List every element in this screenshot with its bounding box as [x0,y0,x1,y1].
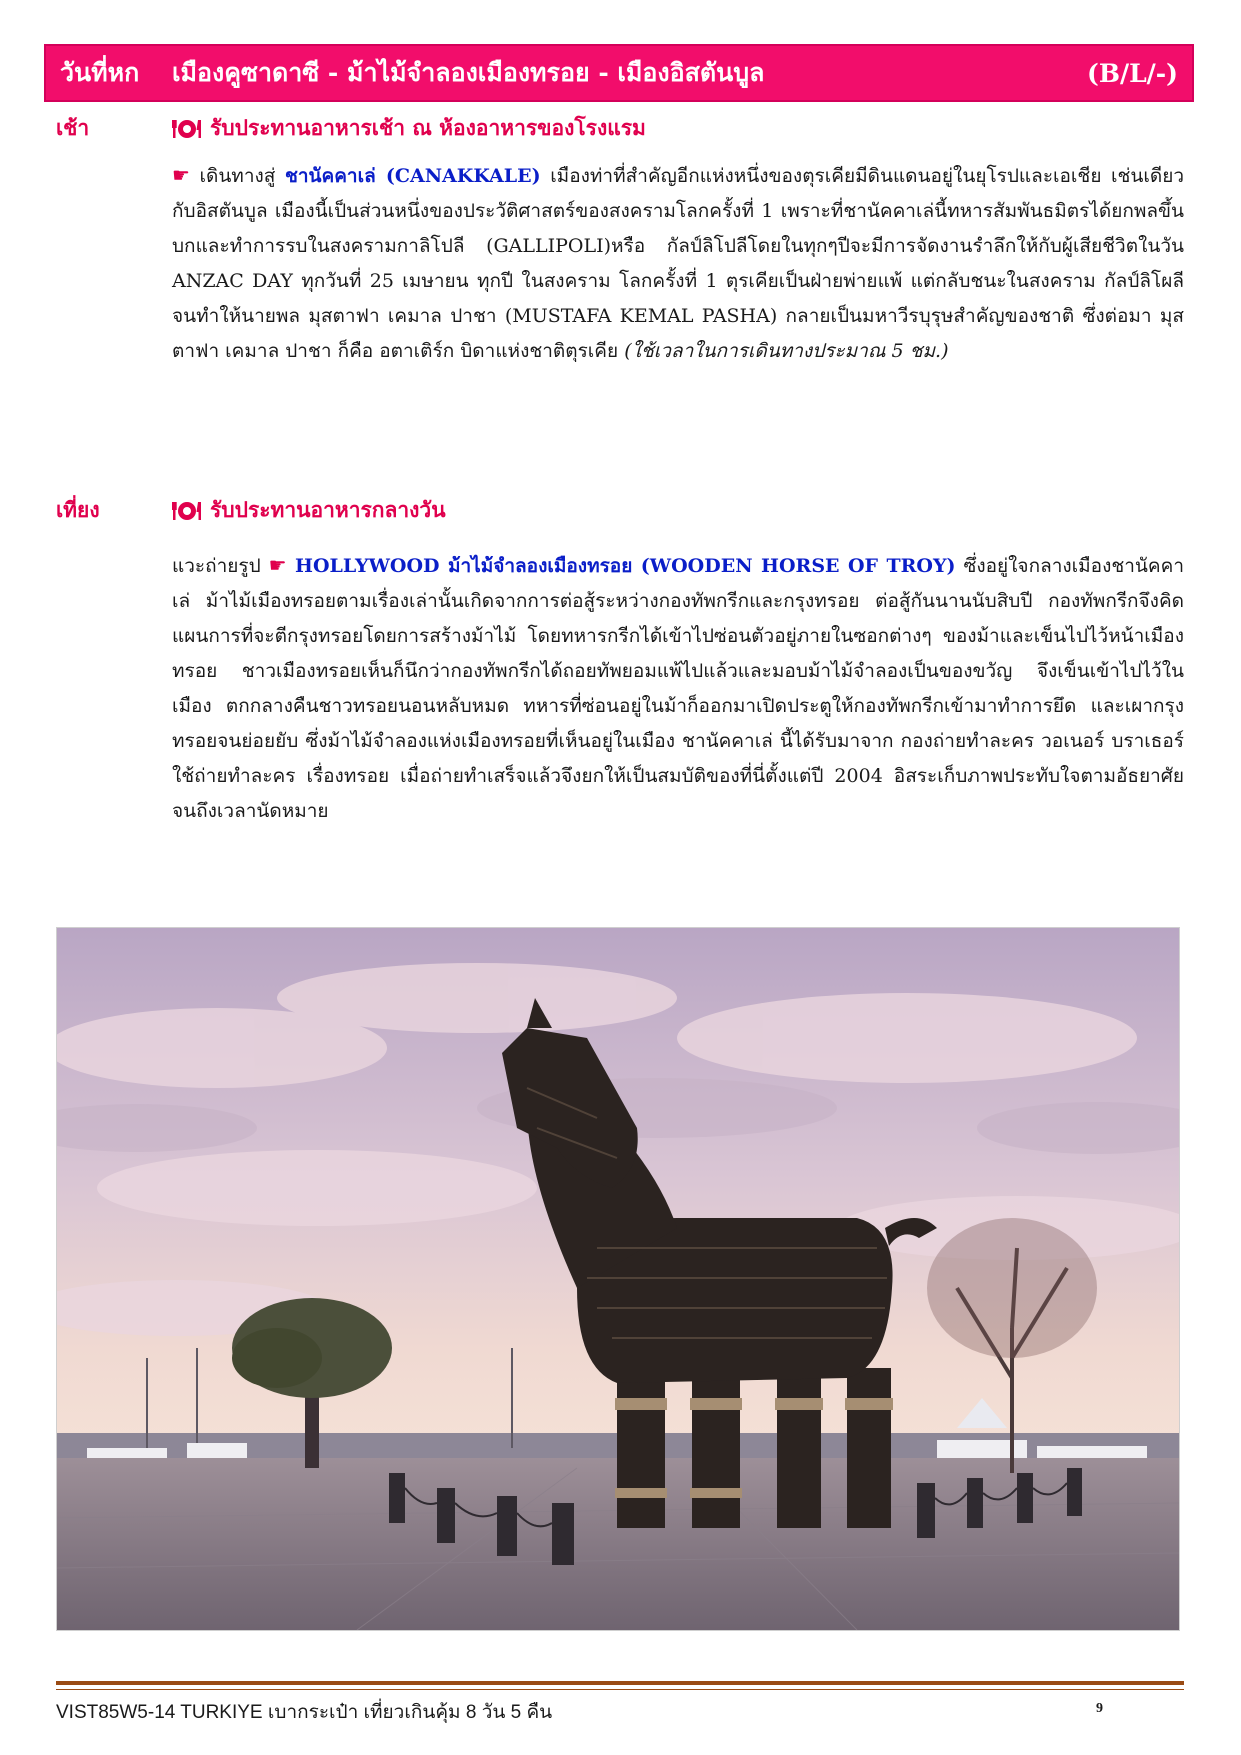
noon-meal-line [172,494,446,527]
day-label: วันที่หก [60,58,140,87]
noon-para-body: ซึ่งอยู่ใจกลางเมืองชานัคคาเล่ ม้าไม้เมืองทรอยตามเรื่องเล่านั้นเกิดจากการต่อสู้ระหว่างกองทัพกรีกและกรุงทรอย ต่อสู้กันนานนับสิบปี กองทัพกรีกจึงคิดแผนการที่จะตีกรุงทรอยโดยการสร้างม้าไม้ โดยทหารกรีกได้เข้าไปซ่อนตัวอยู่ภายในซอกต่างๆ ของม้าและเข็นไปไว้หน้าเมืองทรอย ชาวเมืองทรอยเห็นก็นึกว่ากองทัพกรีกได้ถอยทัพยอมแพ้ไปแล้วและมอบม้าไม้จำลองเป็นของขวัญ จึงเข็นเข้าไปไว้ในเมือง ตกกลางคืนชาวทรอยนอนหลับหมด ทหารที่ซ่อนอยู่ในม้าก็ออกมาเปิดประตูให้กองทัพกรีกเข้ามาทำการยึด และเผากรุงทรอยจนย่อยยับ ซึ่งม้าไม้จำลองแห่งเมืองทรอยที่เห็นอยู่ในเมือง ชานัคคาเล่ นี้ได้รับมาจาก กองถ่ายทำละคร วอเนอร์ บราเธอร์ ใช้ถ่ายทำละคร เรื่องทรอย เมื่อถ่ายทำเสร็จแล้วจึงยกให้เป็นสมบัติของที่นี่ตั้งแต่ปี 2004 อิสระเก็บภาพประทับใจตามอัธยาศัย จนถึงเวลานัดหมาย [172,555,1185,822]
morning-para-lead: เดินทางสู่ [189,165,285,187]
morning-para-body: เมืองท่าที่สำคัญอีกแห่งหนึ่งของตุรเคียมีดินแดนอยู่ในยุโรปและเอเชีย เช่นเดียวกับอิสตันบูล เมืองนี้เป็นส่วนหนึ่งของประวัติศาสตร์ของสงครามโลกครั้งที่ 1 เพราะที่ชานัคคาเล่นี้ทหารสัมพันธมิตรได้ยกพลขึ้นบกและทำการรบในสงครามกาลิโปลี (GALLIPOLI)หรือ กัลป์ลิโปลีโดยในทุกๆปีจะมีการจัดงานรำลึกให้กับผู้เสียชีวิตในวัน ANZAC DAY ทุกวันที่ 25 เมษายน ทุกปี ในสงคราม โลกครั้งที่ 1 ตุรเคียเป็นฝ่ายพ่ายแพ้ แต่กลับชนะในสงคราม กัลป์ลิโผลี จนทำให้นายพล มุสตาฟา เคมาล ปาชา (MUSTAFA KEMAL PASHA) กลายเป็นมหาวีรบุรุษสำคัญของชาติ ซึ่งต่อมา มุสตาฟา เคมาล ปาชา ก็คือ อตาเติร์ก บิดาแห่งชาติตุรเคีย [172,165,1185,362]
morning-meal-text: รับประทานอาหารเช้า ณ ห้องอาหารของโรงแรม [210,115,646,140]
morning-meal-line [172,112,646,145]
morning-paragraph [172,158,1184,369]
fork-knife-plate-icon [172,118,202,140]
trojan-horse-place: HOLLYWOOD ม้าไม้จำลองเมืองทรอย (WOODEN HORSE OF TROY) [286,555,956,577]
noon-label: เที่ยง [56,497,100,522]
travel-time-note: (ใช้เวลาในการเดินทางประมาณ 5 ชม.) [624,340,949,362]
day-meals: (B/L/-) [1086,58,1178,88]
canakkale-place: ชานัคคาเล่ (CANAKKALE) [284,165,541,187]
footer-text: VIST85W5-14 TURKIYE เบากระเป๋า เที่ยวเกินคุ้ม 8 วัน 5 คืน [56,1702,553,1723]
morning-label: เช้า [56,115,90,140]
pointing-hand-icon: ☛ [172,163,190,187]
day-title: เมืองคูซาดาซี - ม้าไม้จำลองเมืองทรอย - เมืองอิสตันบูล [172,58,765,87]
pointing-hand-icon: ☛ [268,553,287,577]
footer-rule-thin [56,1689,1184,1690]
day-header-bar [44,44,1194,102]
page-number: 9 [1096,1701,1103,1716]
wooden-horse-of-troy-photo [56,927,1180,1631]
noon-paragraph [172,548,1184,829]
noon-para-lead: แวะถ่ายรูป [172,555,269,577]
fork-knife-plate-icon [172,500,202,522]
footer-rule-thick [56,1681,1184,1685]
noon-meal-text: รับประทานอาหารกลางวัน [210,497,446,522]
